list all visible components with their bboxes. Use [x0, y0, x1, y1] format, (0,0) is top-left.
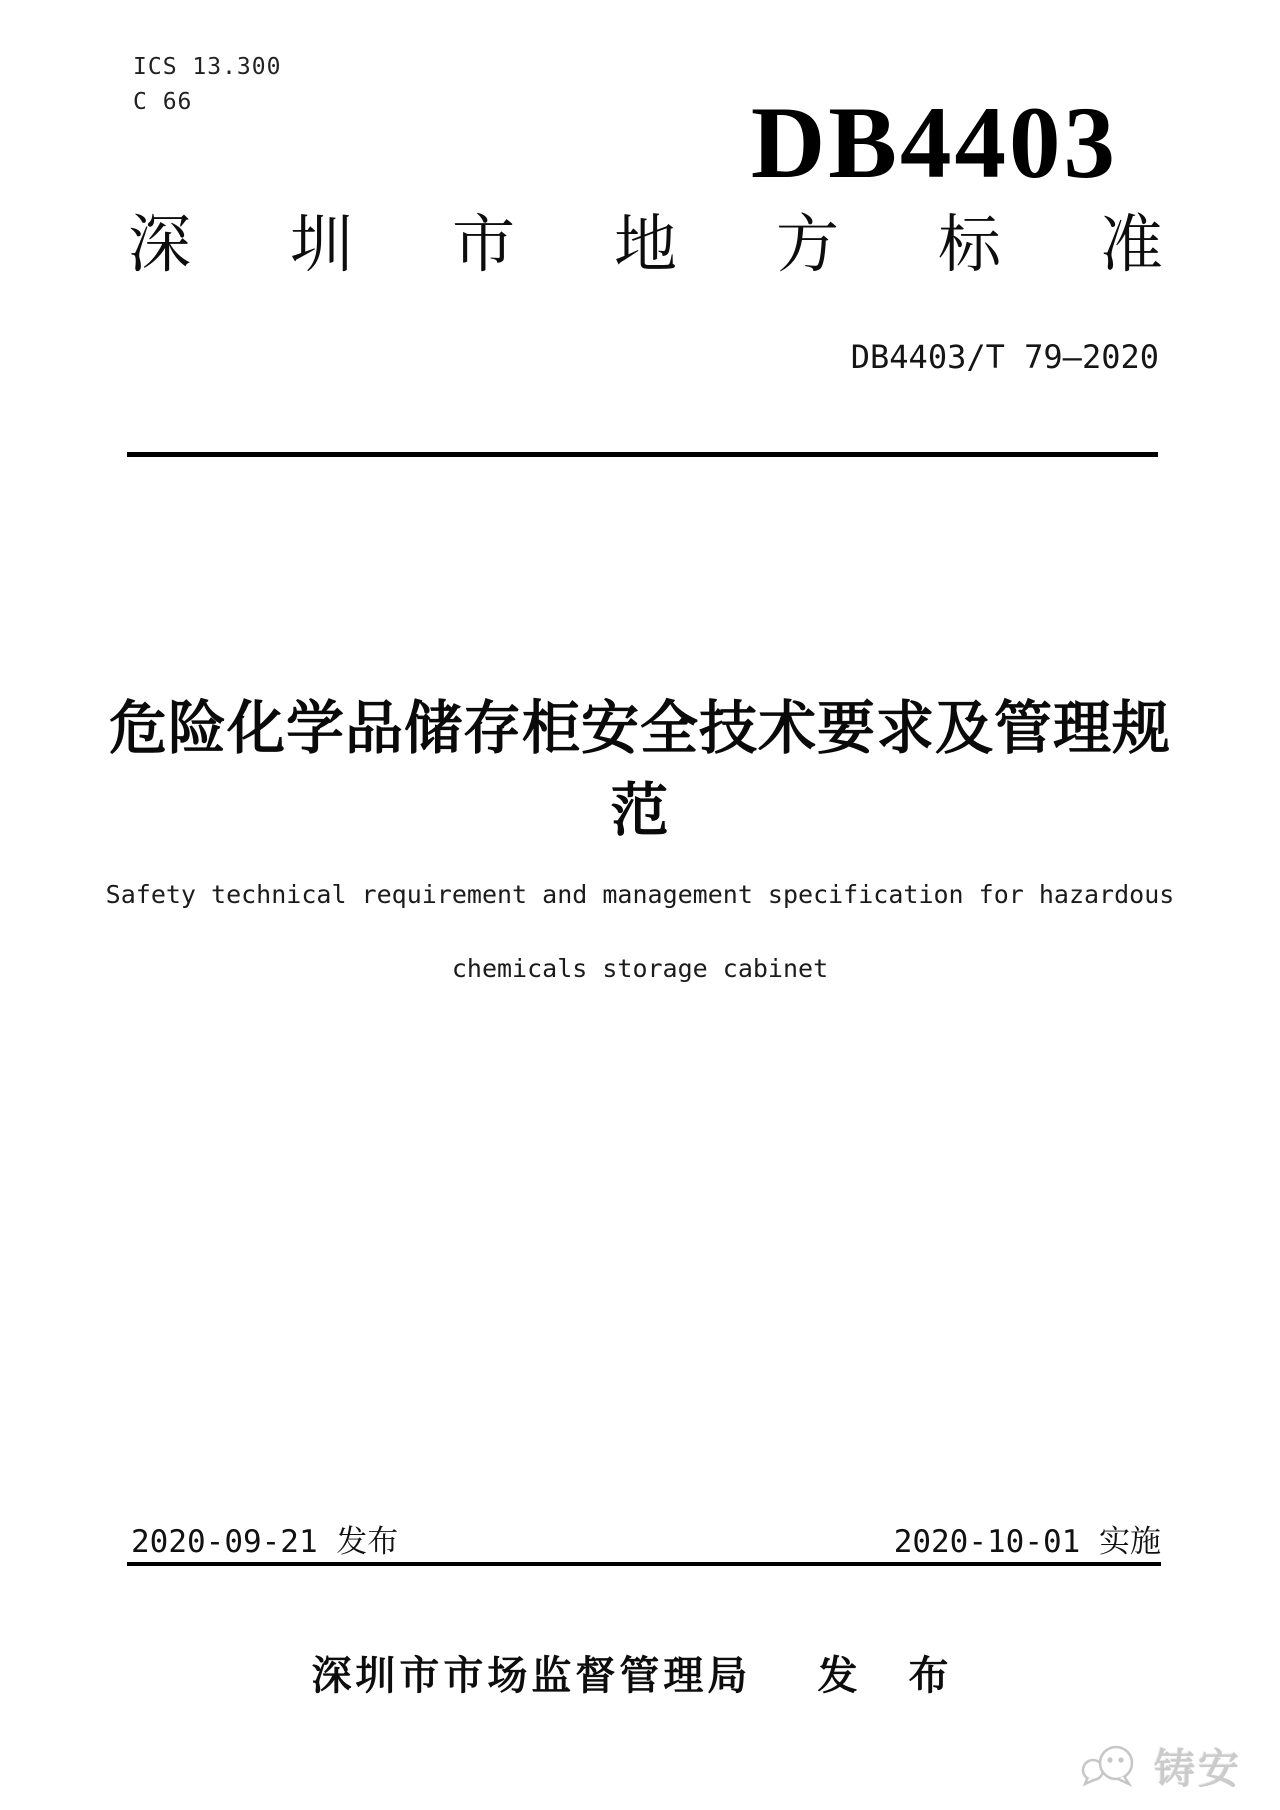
footer-divider-line	[127, 1562, 1161, 1566]
document-title-line2: 范	[610, 778, 670, 843]
document-title-line1: 危险化学品储存柜安全技术要求及管理规	[108, 696, 1171, 761]
standard-type-char: 准	[1100, 210, 1163, 280]
document-subtitle-english	[40, 858, 1240, 1006]
classification-code: C 66	[133, 89, 193, 115]
document-title	[60, 688, 1220, 852]
header-divider-line	[127, 452, 1158, 457]
standard-type-char: 地	[614, 210, 677, 280]
publisher-name: 深圳市市场监督管理局	[311, 1654, 752, 1698]
publish-label: 发 布	[817, 1654, 969, 1698]
subtitle-english-line1: Safety technical requirement and management specification for hazardous	[105, 880, 1175, 909]
ics-code: ICS 13.300	[133, 54, 282, 80]
dates-row	[131, 1516, 1161, 1561]
ics-code-block	[133, 50, 281, 120]
standard-type-char: 方	[776, 210, 839, 280]
standard-type-char: 市	[452, 210, 515, 280]
standard-number: DB4403/T 79—2020	[850, 338, 1159, 376]
standard-type-char: 圳	[290, 210, 353, 280]
standard-body-code: DB4403	[750, 86, 1118, 200]
watermark	[1080, 1736, 1242, 1795]
standard-type-char: 标	[938, 210, 1001, 280]
implement-date: 2020-10-01 实施	[893, 1524, 1161, 1560]
standard-type-title	[128, 210, 1163, 280]
issue-date: 2020-09-21 发布	[131, 1524, 399, 1560]
subtitle-english-line2: chemicals storage cabinet	[451, 954, 829, 983]
chat-bubbles-icon	[1080, 1740, 1144, 1792]
publisher-row	[0, 1650, 1280, 1702]
standard-type-char: 深	[128, 210, 191, 280]
watermark-brand-text: 铸安	[1154, 1746, 1242, 1792]
